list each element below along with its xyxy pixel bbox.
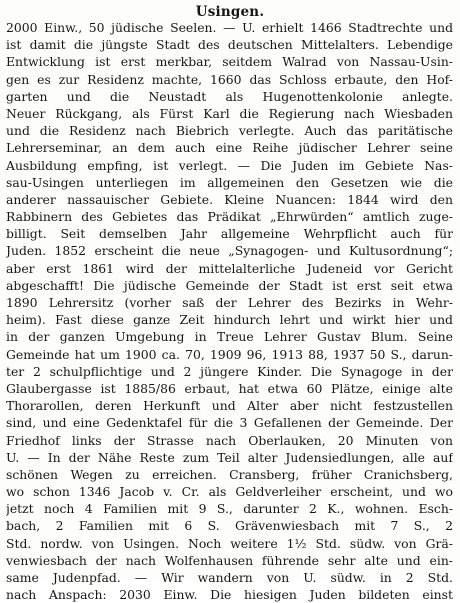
text-line: jetzt noch 4 Familien mit 9 S., darunter 2 K., wohnen. Esch- bbox=[6, 501, 453, 517]
text-line: 2000 Einw., 50 jüdische Seelen. — U. erhielt 1466 Stadtrechte und bbox=[6, 20, 453, 35]
text-line: sau-Usingen unterliegen im allgemeinen den Gesetzen wie die bbox=[6, 174, 453, 190]
text-line: Ausbildung empfing, ist verlegt. — Die Juden im Gebiete Nas- bbox=[6, 157, 453, 173]
text-line: Juden. 1852 erscheint die neue „Synagogen- und Kultusordnung“; bbox=[6, 243, 453, 259]
text-line: ist damit die jüngste Stadt des deutschen Mittelalters. Lebendige bbox=[6, 37, 453, 53]
text-line: aber erst 1861 wird der mittelalterliche Judeneid vor Gericht bbox=[6, 260, 453, 276]
section-heading: Usingen. bbox=[195, 4, 265, 20]
text-line: garten und die Neustadt als Hugenottenkolonie anlegte. bbox=[6, 88, 453, 104]
text-line: ter 2 schulpflichtige und 2 jüngere Kinder. Die Synagoge in der bbox=[6, 363, 453, 379]
text-line: wo schon 1346 Jacob v. Cr. als Geldverleiher erscheint, und wo bbox=[6, 484, 453, 500]
text-line: Neuer Rückgang, als Fürst Karl die Regierung nach Wiesbaden bbox=[6, 105, 453, 121]
text-line: schönen Wegen zu erreichen. Cransberg, früher Cranichsberg, bbox=[6, 466, 453, 482]
text-line: U. — In der Nähe Reste zum Teil alter Judensiedlungen, alle auf bbox=[6, 449, 453, 465]
text-line: und die Residenz nach Biebrich verlegte. Auch das paritätische bbox=[6, 123, 453, 139]
body-text bbox=[6, 19, 453, 603]
text-line: same Judenpfad. — Wir wandern von U. südw. in 2 Std. bbox=[6, 570, 453, 585]
text-line: Std. nordw. von Usingen. Noch weitere 1½ Std. südw. von Grä- bbox=[6, 535, 453, 551]
text-line: Entwicklung ist erst merkbar, seitdem Walrad von Nassau-Usin- bbox=[6, 54, 453, 70]
text-line: nach Anspach: 2030 Einw. Die hiesigen Juden bildeten einst bbox=[6, 587, 453, 603]
text-line: anderer nassauischer Gebiete. Kleine Nuancen: 1844 wird den bbox=[6, 191, 453, 207]
text-line: Gemeinde hat um 1900 ca. 70, 1909 96, 1913 88, 1937 50 S., darun- bbox=[6, 346, 453, 362]
text-line: venwiesbach der nach Wolfenhausen führende sehr alte und ein- bbox=[6, 552, 453, 568]
text-line: billigt. Seit demselben Jahr allgemeine Wehrpflicht auch für bbox=[6, 226, 453, 242]
text-line: Lehrerseminar, an dem auch eine Reihe jüdischer Lehrer seine bbox=[6, 140, 453, 156]
text-line: Thorarollen, deren Herkunft und Alter aber nicht festzustellen bbox=[6, 398, 453, 414]
text-line: gen es zur Residenz machte, 1660 das Schloss erbaute, den Hof- bbox=[6, 71, 453, 87]
text-line: Rabbinern des Gebietes das Prädikat „Ehrwürden“ amtlich zuge- bbox=[6, 209, 453, 225]
text-line: sind, und eine Gedenktafel für die 3 Gefallenen der Gemeinde. Der bbox=[6, 415, 453, 431]
text-line: Friedhof links der Strasse nach Oberlauken, 20 Minuten von bbox=[6, 432, 453, 448]
text-line: 1890 Lehrersitz (vorher saß der Lehrer des Bezirks in Wehr- bbox=[6, 295, 453, 310]
text-line: abgeschafft! Die jüdische Gemeinde der Stadt ist erst seit etwa bbox=[6, 277, 453, 293]
text-line: Glaubergasse ist 1885/86 erbaut, hat etwa 60 Plätze, einige alte bbox=[6, 380, 453, 396]
text-line: in der ganzen Umgebung in Treue Lehrer Gustav Blum. Seine bbox=[6, 329, 453, 345]
text-line: bach, 2 Familien mit 6 S. Grävenwiesbach mit 7 S., 2 bbox=[6, 518, 453, 534]
text-line: heim). Fast diese ganze Zeit hindurch lehrt und wirkt hier und bbox=[6, 312, 453, 328]
